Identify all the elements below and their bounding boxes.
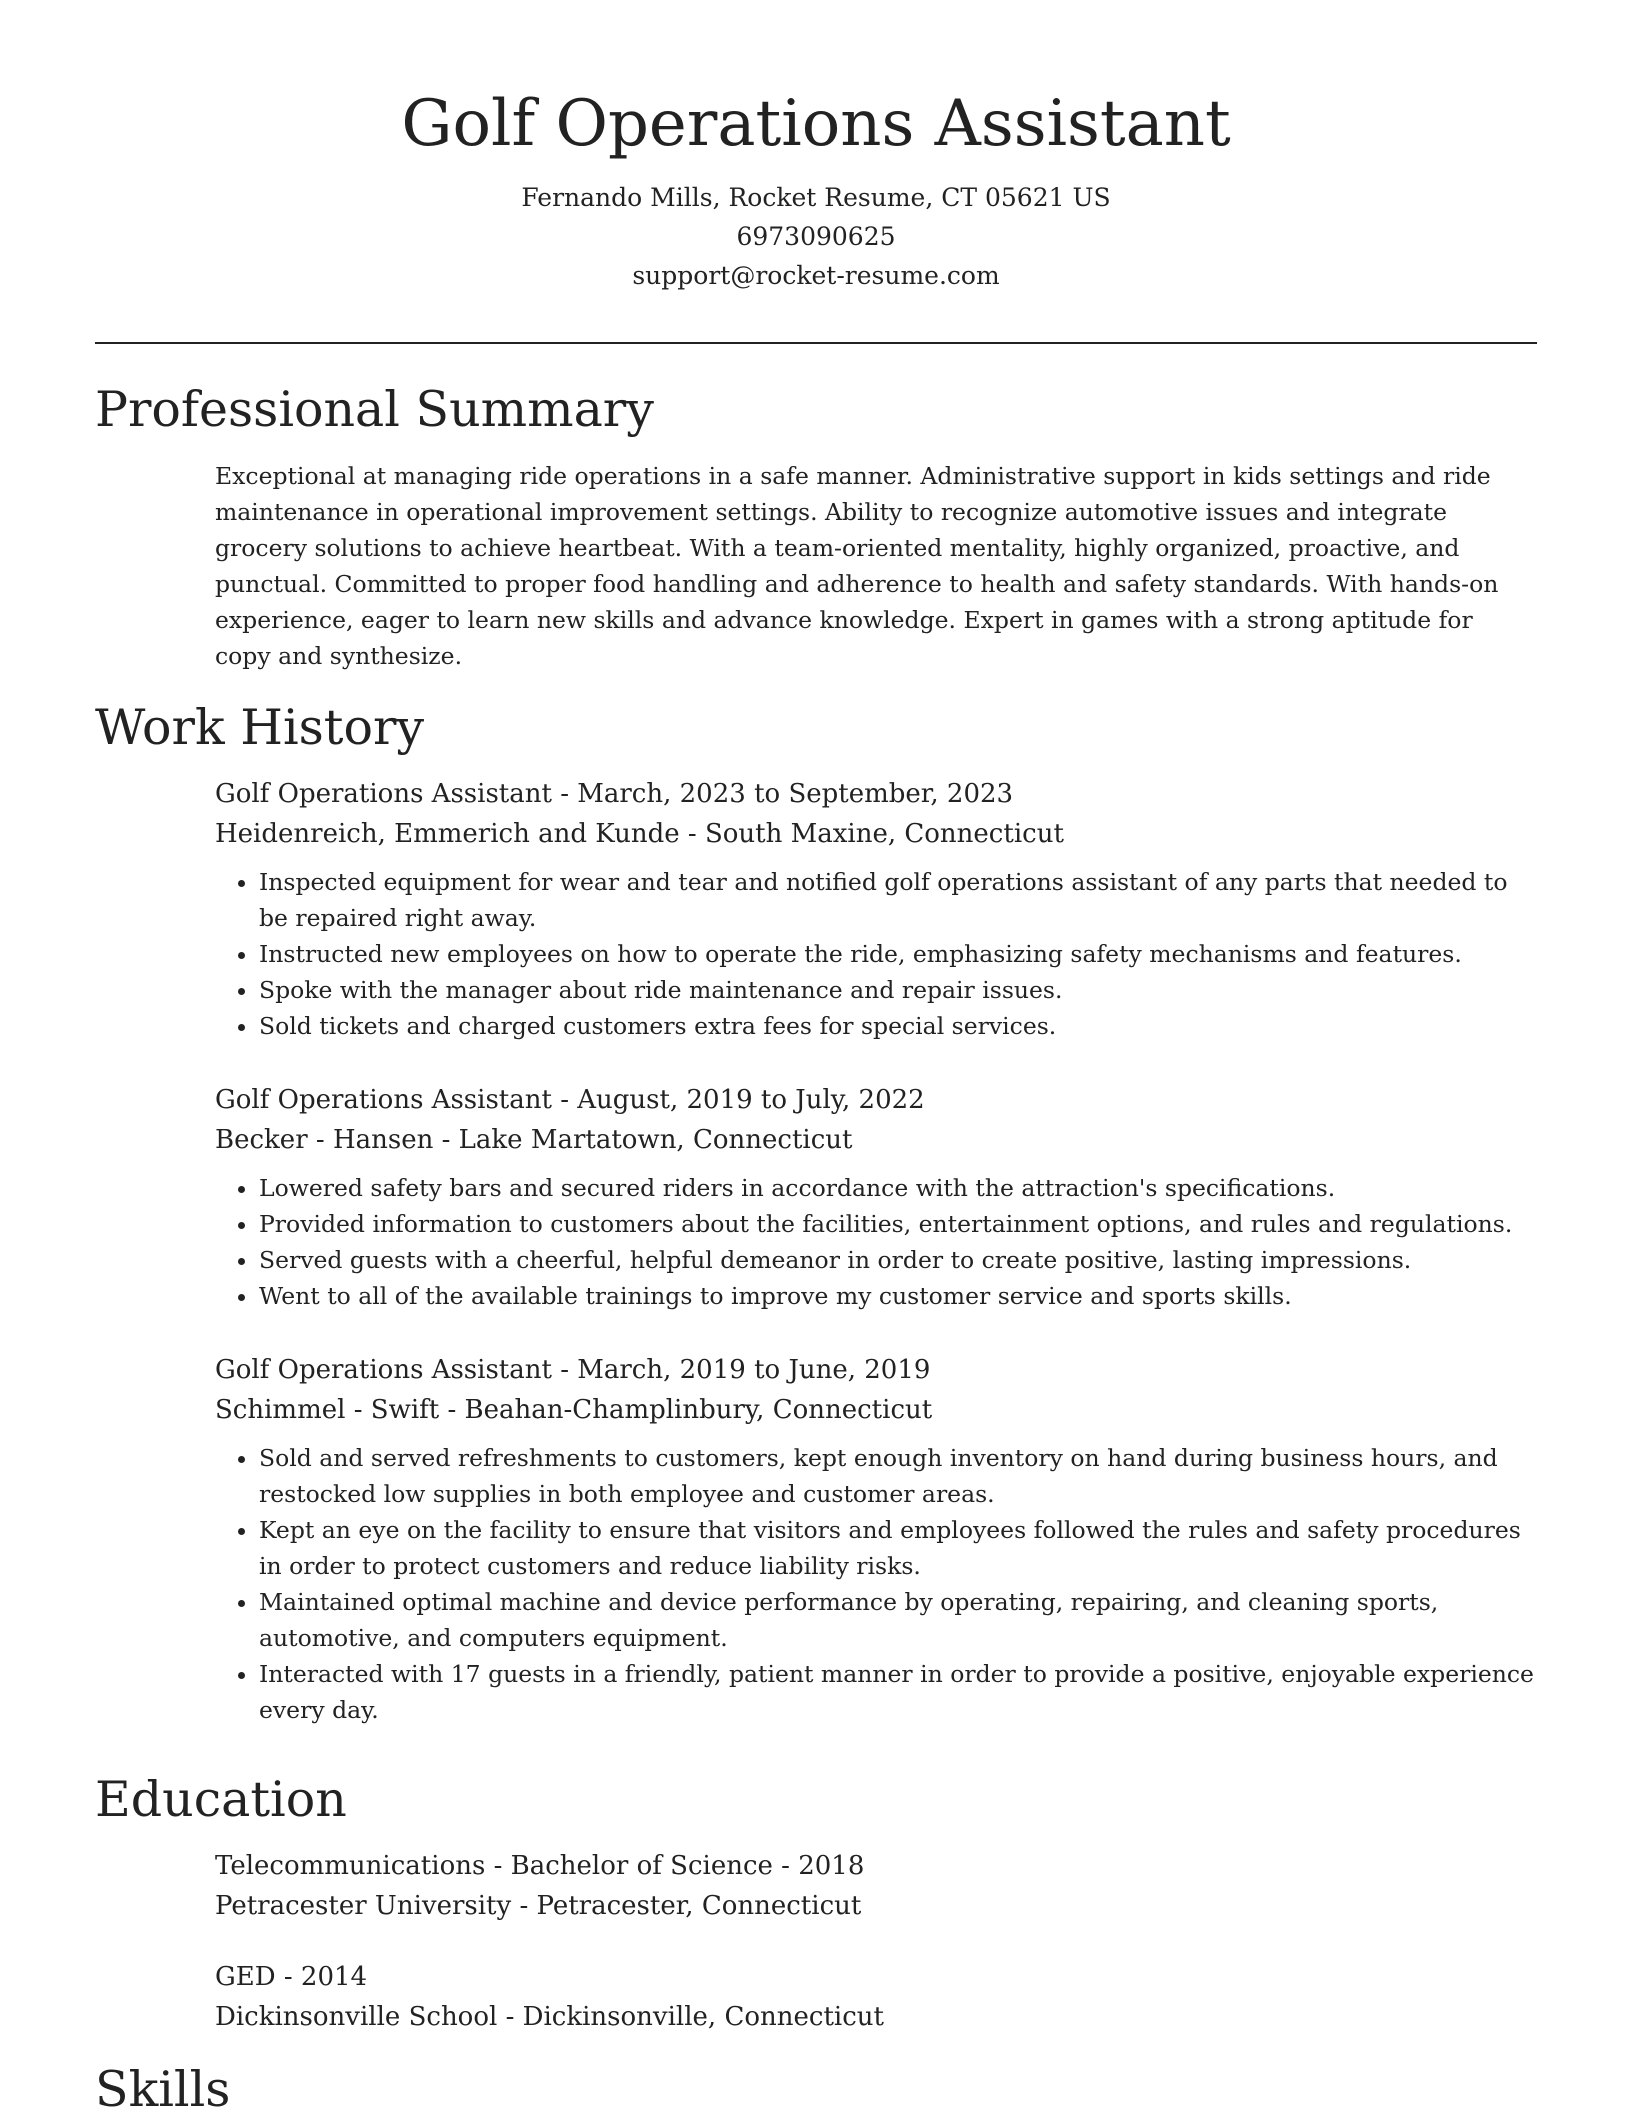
education-school-line	[215, 1997, 1535, 2037]
header-divider	[95, 342, 1537, 344]
education-school: Petracester University	[215, 1891, 512, 1921]
job-bullets	[215, 1170, 1535, 1314]
page-title: Golf Operations Assistant	[401, 87, 1231, 161]
job-location: - Beahan-Champlinbury, Connecticut	[439, 1395, 933, 1425]
job-company-line	[215, 1390, 1535, 1430]
job-company: Schimmel - Swift	[215, 1395, 440, 1425]
education-year: - 2018	[772, 1851, 865, 1881]
job-company: Heidenreich, Emmerich and Kunde	[215, 819, 680, 849]
education-school-line	[215, 1886, 1535, 1926]
job-company-line	[215, 814, 1535, 854]
list-item: • Provided information to customers about the facilities, entertainment options, and rules and regulations.	[259, 1206, 1535, 1242]
job-dates: - August, 2019 to July, 2022	[551, 1085, 925, 1115]
list-item: • Served guests with a cheerful, helpful demeanor in order to create positive, lasting impressions.	[259, 1242, 1535, 1278]
job-bullets	[215, 864, 1535, 1044]
education-entry	[215, 1846, 1535, 1926]
job-title: Golf Operations Assistant	[215, 779, 552, 809]
job-title-line	[215, 774, 1535, 814]
summary-block	[215, 458, 1535, 674]
education-degree: Telecommunications - Bachelor of Science	[215, 1851, 773, 1881]
summary-text: Exceptional at managing ride operations in a safe manner. Administrative support in kids settings and ride maintenance in operational improvement settings. Ability to recognize automotive issues and integrate grocery solutions to achieve heartbeat. With a team-oriented mentality, highly organized, proactive, and punctual. Committed to proper food handling and adherence to health and safety standards. With hands-on experience, eager to learn new skills and advance knowledge. Expert in games with a strong aptitude for copy and synthesize.	[215, 462, 1499, 670]
list-item: • Kept an eye on the facility to ensure that visitors and employees followed the rules and safety procedures in order to protect customers and reduce liability risks.	[259, 1512, 1535, 1584]
education-location: - Petracester, Connecticut	[511, 1891, 862, 1921]
job-location: - South Maxine, Connecticut	[679, 819, 1064, 849]
list-item: • Spoke with the manager about ride maintenance and repair issues.	[259, 972, 1535, 1008]
job-location: - Lake Martatown, Connecticut	[433, 1125, 853, 1155]
job-title: Golf Operations Assistant	[215, 1085, 552, 1115]
list-item: • Instructed new employees on how to operate the ride, emphasizing safety mechanisms and features.	[259, 936, 1535, 972]
section-title-skills: Skills	[95, 2061, 231, 2118]
list-item: • Interacted with 17 guests in a friendly, patient manner in order to provide a positive, enjoyable experience every day.	[259, 1656, 1535, 1728]
list-item: • Sold tickets and charged customers extra fees for special services.	[259, 1008, 1535, 1044]
list-item: • Went to all of the available trainings to improve my customer service and sports skills.	[259, 1278, 1535, 1314]
section-title-summary: Professional Summary	[95, 381, 654, 438]
section-title-work: Work History	[95, 699, 425, 756]
job-company-line	[215, 1120, 1535, 1160]
job-entry	[215, 1080, 1535, 1314]
contact-address: Fernando Mills, Rocket Resume, CT 05621 US	[521, 183, 1111, 212]
job-entry	[215, 1350, 1535, 1728]
list-item: • Maintained optimal machine and device performance by operating, repairing, and cleaning sports, automotive, and computers equipment.	[259, 1584, 1535, 1656]
section-title-education: Education	[95, 1771, 347, 1828]
education-entry	[215, 1957, 1535, 2037]
job-title-line	[215, 1350, 1535, 1390]
job-title: Golf Operations Assistant	[215, 1355, 552, 1385]
job-dates: - March, 2023 to September, 2023	[551, 779, 1014, 809]
job-dates: - March, 2019 to June, 2019	[551, 1355, 931, 1385]
education-school: Dickinsonville School	[215, 2002, 498, 2032]
education-location: - Dickinsonville, Connecticut	[497, 2002, 884, 2032]
job-bullets	[215, 1440, 1535, 1728]
job-company: Becker - Hansen	[215, 1125, 434, 1155]
list-item: • Sold and served refreshments to customers, kept enough inventory on hand during business hours, and restocked low supplies in both employee and customer areas.	[259, 1440, 1535, 1512]
education-degree: GED	[215, 1962, 276, 1992]
job-entry	[215, 774, 1535, 1044]
education-year: - 2014	[275, 1962, 368, 1992]
contact-email: support@rocket-resume.com	[632, 261, 1000, 290]
contact-phone: 6973090625	[736, 222, 896, 251]
job-title-line	[215, 1080, 1535, 1120]
education-degree-line	[215, 1957, 1535, 1997]
list-item: • Inspected equipment for wear and tear and notified golf operations assistant of any parts that needed to be repaired right away.	[259, 864, 1535, 936]
list-item: • Lowered safety bars and secured riders in accordance with the attraction's specifications.	[259, 1170, 1535, 1206]
resume-header	[95, 80, 1537, 295]
education-degree-line	[215, 1846, 1535, 1886]
